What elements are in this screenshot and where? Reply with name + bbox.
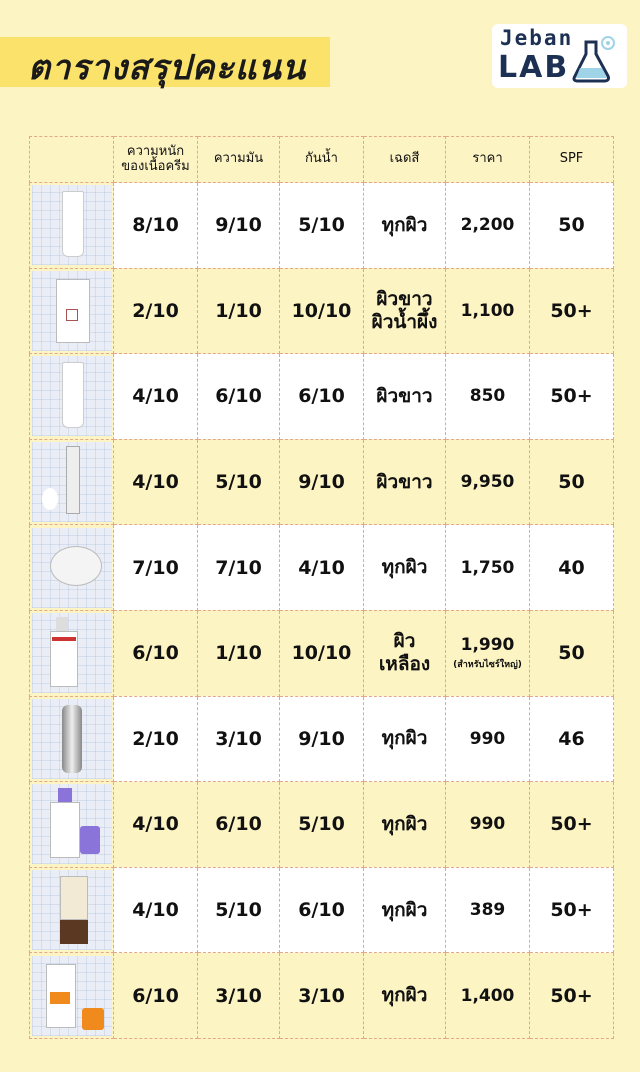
table-row <box>30 439 614 525</box>
shade-text: ผิวขาว <box>376 385 433 408</box>
header-weight-label: ความหนัก ของเนื้อครีม <box>121 143 190 174</box>
purple-pump-bottle-icon <box>32 784 112 864</box>
table-row <box>30 953 614 1039</box>
water-score: 4/10 <box>280 525 364 611</box>
spf-value: 40 <box>530 525 614 611</box>
weight-score: 4/10 <box>114 354 198 440</box>
weight-score: 7/10 <box>114 525 198 611</box>
price-value <box>446 953 530 1039</box>
shade-text: ผิวขาว ผิวน้ำผึ้ง <box>371 288 438 333</box>
page-title: ตารางสรุปคะแนน <box>28 48 307 88</box>
cream-jar-icon <box>32 528 112 608</box>
spf-value: 50+ <box>530 782 614 868</box>
product-image-cell <box>30 183 114 269</box>
oil-score: 1/10 <box>198 610 280 696</box>
water-score: 5/10 <box>280 183 364 269</box>
white-box-icon <box>32 271 112 351</box>
header-water: กันน้ำ <box>280 137 364 183</box>
header-price: ราคา <box>446 137 530 183</box>
spf-value: 50 <box>530 439 614 525</box>
price-text: 990 <box>469 728 506 749</box>
shade-value <box>364 525 446 611</box>
shade-text: ทุกผิว <box>381 898 428 921</box>
white-bottle-icon <box>32 613 112 693</box>
product-image-cell <box>30 867 114 953</box>
table-row <box>30 268 614 354</box>
spf-value: 50 <box>530 183 614 269</box>
price-note: (สำหรับไซร์ใหญ่) <box>453 660 522 671</box>
weight-score: 2/10 <box>114 696 198 782</box>
shade-value <box>364 610 446 696</box>
water-score: 5/10 <box>280 782 364 868</box>
shade-text: ผิว เหลือง <box>378 630 431 676</box>
table-row <box>30 867 614 953</box>
brown-tube-icon <box>32 870 112 950</box>
product-image-cell <box>30 268 114 354</box>
product-image-cell <box>30 354 114 440</box>
shade-value <box>364 782 446 868</box>
header-product <box>30 137 114 183</box>
score-summary-table <box>29 136 614 1039</box>
oil-score: 9/10 <box>198 183 280 269</box>
logo-text-top: Jeban <box>500 26 574 50</box>
oil-score: 5/10 <box>198 867 280 953</box>
water-score: 9/10 <box>280 696 364 782</box>
price-text: 850 <box>469 386 506 407</box>
shade-value <box>364 439 446 525</box>
price-text: 9,950 <box>460 472 515 493</box>
shade-value <box>364 268 446 354</box>
product-image-cell <box>30 953 114 1039</box>
price-text: 1,100 <box>460 300 515 321</box>
spf-value: 50+ <box>530 268 614 354</box>
price-text: 1,750 <box>460 557 515 578</box>
price-value <box>446 268 530 354</box>
water-score: 6/10 <box>280 354 364 440</box>
price-value <box>446 696 530 782</box>
orange-cap-bottle-icon <box>32 956 112 1036</box>
header-oil: ความมัน <box>198 137 280 183</box>
water-score: 10/10 <box>280 610 364 696</box>
shade-text: ทุกผิว <box>381 556 428 579</box>
water-score: 10/10 <box>280 268 364 354</box>
product-image-cell <box>30 610 114 696</box>
table-row <box>30 525 614 611</box>
product-image-cell <box>30 525 114 611</box>
product-image-cell <box>30 696 114 782</box>
table-header-row <box>30 137 614 183</box>
weight-score: 8/10 <box>114 183 198 269</box>
weight-score: 2/10 <box>114 268 198 354</box>
water-score: 6/10 <box>280 867 364 953</box>
header-spf: SPF <box>530 137 614 183</box>
slim-bottle-icon <box>32 442 112 522</box>
weight-score: 4/10 <box>114 782 198 868</box>
shade-value <box>364 953 446 1039</box>
header-shade: เฉดสี <box>364 137 446 183</box>
oil-score: 3/10 <box>198 696 280 782</box>
oil-score: 1/10 <box>198 268 280 354</box>
shade-value <box>364 354 446 440</box>
spf-value: 46 <box>530 696 614 782</box>
water-score: 3/10 <box>280 953 364 1039</box>
price-value <box>446 183 530 269</box>
price-value <box>446 610 530 696</box>
spray-can-icon <box>32 699 112 779</box>
oil-score: 6/10 <box>198 782 280 868</box>
oil-score: 5/10 <box>198 439 280 525</box>
product-image-cell <box>30 439 114 525</box>
oil-score: 6/10 <box>198 354 280 440</box>
water-score: 9/10 <box>280 439 364 525</box>
shade-text: ทุกผิว <box>381 213 428 236</box>
price-value <box>446 354 530 440</box>
price-text: 1,400 <box>460 985 515 1006</box>
header-weight <box>114 137 198 183</box>
shade-value <box>364 696 446 782</box>
price-text: 1,990 <box>460 635 515 656</box>
shade-value <box>364 867 446 953</box>
spf-value: 50+ <box>530 953 614 1039</box>
shade-text: ผิวขาว <box>376 470 433 493</box>
spf-value: 50+ <box>530 867 614 953</box>
white-tube-icon <box>32 356 112 436</box>
oil-score: 7/10 <box>198 525 280 611</box>
oil-score: 3/10 <box>198 953 280 1039</box>
shade-text: ทุกผิว <box>381 984 428 1007</box>
shade-text: ทุกผิว <box>381 813 428 836</box>
logo-text-bottom: LAB <box>498 50 570 85</box>
weight-score: 6/10 <box>114 953 198 1039</box>
table-row <box>30 183 614 269</box>
table-row <box>30 696 614 782</box>
flask-icon <box>572 34 618 84</box>
price-text: 990 <box>469 814 506 835</box>
spf-value: 50 <box>530 610 614 696</box>
price-text: 2,200 <box>460 215 515 236</box>
table-row <box>30 782 614 868</box>
shade-value <box>364 183 446 269</box>
weight-score: 4/10 <box>114 867 198 953</box>
price-value <box>446 867 530 953</box>
price-value <box>446 525 530 611</box>
price-value <box>446 782 530 868</box>
weight-score: 4/10 <box>114 439 198 525</box>
weight-score: 6/10 <box>114 610 198 696</box>
price-text: 389 <box>469 900 506 921</box>
shade-text: ทุกผิว <box>381 727 428 750</box>
price-value <box>446 439 530 525</box>
product-image-cell <box>30 782 114 868</box>
table-row <box>30 610 614 696</box>
spf-value: 50+ <box>530 354 614 440</box>
white-tube-icon <box>32 185 112 265</box>
table-row <box>30 354 614 440</box>
